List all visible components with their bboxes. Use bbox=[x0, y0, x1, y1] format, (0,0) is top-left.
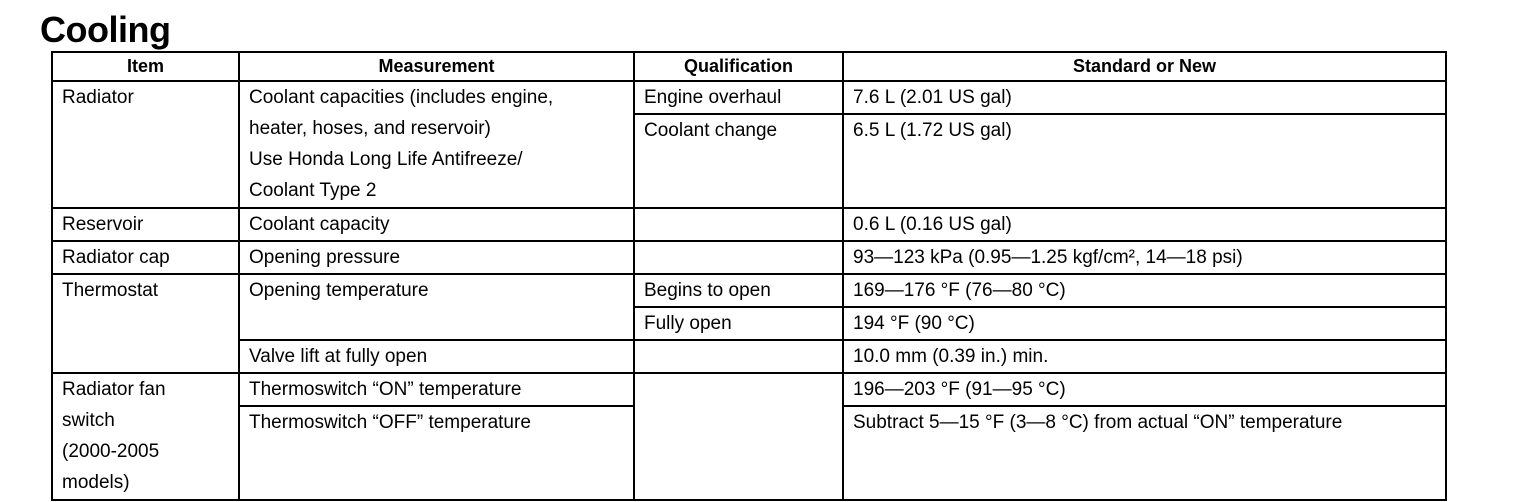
standard-valve-lift: 10.0 mm (0.39 in.) min. bbox=[843, 340, 1446, 373]
qualification-empty bbox=[634, 373, 843, 500]
standard-coolant-change: 6.5 L (1.72 US gal) bbox=[843, 114, 1446, 208]
measurement-valve-lift: Valve lift at fully open bbox=[239, 340, 634, 373]
header-measurement: Measurement bbox=[239, 52, 634, 81]
qualification-empty bbox=[634, 340, 843, 373]
qualification-coolant-change: Coolant change bbox=[634, 114, 843, 208]
table-row bbox=[52, 208, 1446, 241]
qualification-empty bbox=[634, 241, 843, 274]
table-header-row bbox=[52, 52, 1446, 81]
item-line: switch bbox=[62, 410, 115, 431]
measurement-thermoswitch-on: Thermoswitch “ON” temperature bbox=[239, 373, 634, 406]
table-row bbox=[52, 340, 1446, 373]
item-radiator-cap: Radiator cap bbox=[52, 241, 239, 274]
table-row bbox=[52, 274, 1446, 307]
qualification-fully-open: Fully open bbox=[634, 307, 843, 340]
measurement-line: heater, hoses, and reservoir) bbox=[249, 118, 491, 139]
qualification-empty bbox=[634, 208, 843, 241]
qualification-engine-overhaul: Engine overhaul bbox=[634, 81, 843, 114]
table-row bbox=[52, 81, 1446, 114]
measurement-line: Use Honda Long Life Antifreeze/ bbox=[249, 149, 523, 170]
item-reservoir: Reservoir bbox=[52, 208, 239, 241]
cooling-spec-table bbox=[51, 51, 1447, 501]
measurement-thermoswitch-off: Thermoswitch “OFF” temperature bbox=[239, 406, 634, 500]
standard-fully-open: 194 °F (90 °C) bbox=[843, 307, 1446, 340]
measurement-line: Coolant Type 2 bbox=[249, 180, 377, 201]
table-row bbox=[52, 373, 1446, 406]
header-standard: Standard or New bbox=[843, 52, 1446, 81]
item-radiator: Radiator bbox=[52, 81, 239, 208]
measurement-opening-pressure: Opening pressure bbox=[239, 241, 634, 274]
item-radiator-fan-switch bbox=[52, 373, 239, 500]
standard-opening-pressure: 93—123 kPa (0.95—1.25 kgf/cm², 14—18 psi) bbox=[843, 241, 1446, 274]
standard-reservoir: 0.6 L (0.16 US gal) bbox=[843, 208, 1446, 241]
qualification-begins-to-open: Begins to open bbox=[634, 274, 843, 307]
page-title: Cooling bbox=[40, 9, 171, 50]
measurement-opening-temperature: Opening temperature bbox=[239, 274, 634, 340]
item-thermostat: Thermostat bbox=[52, 274, 239, 373]
measurement-coolant-capacities bbox=[239, 81, 634, 208]
measurement-line: Coolant capacities (includes engine, bbox=[249, 87, 554, 108]
item-line: models) bbox=[62, 472, 130, 493]
table-row bbox=[52, 241, 1446, 274]
header-qualification: Qualification bbox=[634, 52, 843, 81]
standard-engine-overhaul: 7.6 L (2.01 US gal) bbox=[843, 81, 1446, 114]
standard-thermoswitch-off: Subtract 5—15 °F (3—8 °C) from actual “ON” temperature bbox=[843, 406, 1446, 500]
header-item: Item bbox=[52, 52, 239, 81]
standard-thermoswitch-on: 196—203 °F (91—95 °C) bbox=[843, 373, 1446, 406]
item-line: (2000-2005 bbox=[62, 441, 160, 462]
standard-begins-to-open: 169—176 °F (76—80 °C) bbox=[843, 274, 1446, 307]
measurement-coolant-capacity: Coolant capacity bbox=[239, 208, 634, 241]
item-line: Radiator fan bbox=[62, 379, 166, 400]
